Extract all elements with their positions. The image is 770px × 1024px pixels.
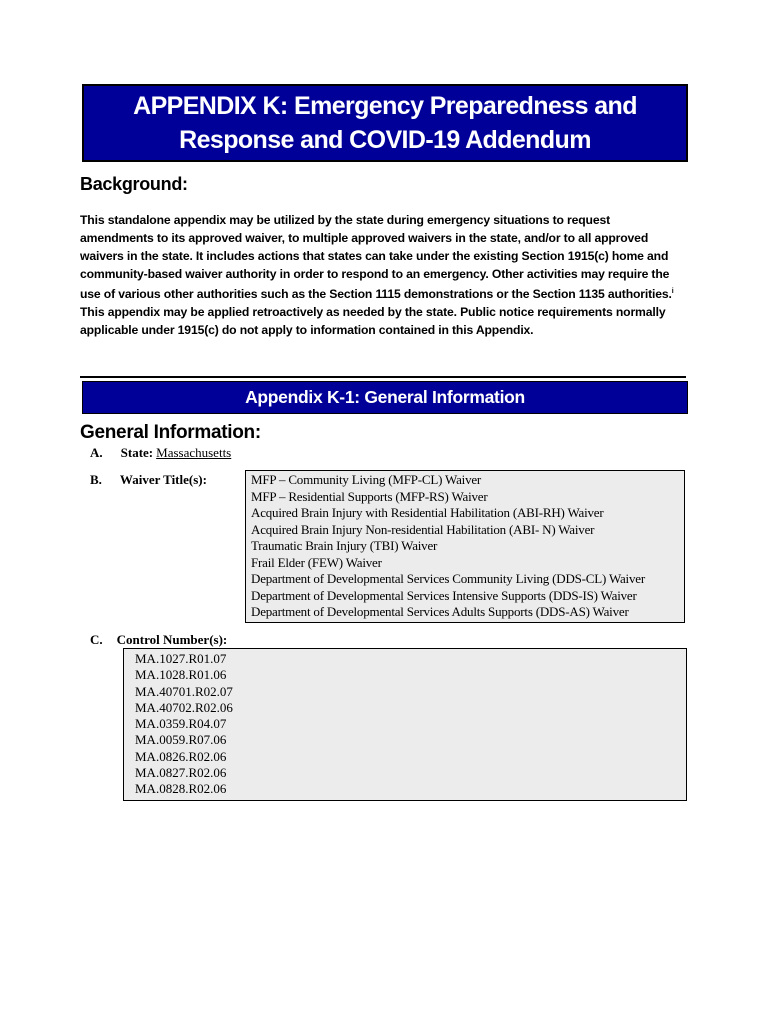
state-letter: A.	[90, 445, 103, 460]
control-number-item: MA.0826.R02.06	[135, 748, 227, 764]
background-text-part1: This standalone appendix may be utilized by the state during emergency situations to request amendments to its approved waiver, to multiple approved waivers in the state, and/or to all approved waivers in the state. It includes actions that states can take under the existing Section 1915(c) home and community-based waiver authority in order to respond to an emergency. Other activities may require the use of various other authorities such as the Section 1115 demonstrations or the Section 1135 authorities.	[80, 213, 672, 302]
waiver-title-item: Acquired Brain Injury Non-residential Habilitation (ABI- N) Waiver	[251, 521, 595, 537]
section-title: Appendix K-1: General Information	[82, 381, 688, 414]
waiver-title-item: Traumatic Brain Injury (TBI) Waiver	[251, 538, 438, 553]
waiver-title-label: Waiver Title(s):	[119, 472, 207, 487]
control-number-label: Control Number(s):	[116, 632, 228, 647]
appendix-title-box	[82, 84, 688, 162]
background-paragraph	[80, 211, 685, 339]
background-heading: Background:	[80, 174, 188, 194]
control-number-item: MA.40701.R02.07	[135, 683, 233, 699]
waiver-title-item: Department of Developmental Services Community Living (DDS-CL) Waiver	[251, 571, 645, 586]
appendix-title-line2: Response and COVID-19 Addendum	[179, 126, 591, 154]
control-number-item: MA.1028.R01.06	[135, 667, 227, 683]
control-number-letter: C.	[90, 632, 103, 647]
waiver-title-item: Acquired Brain Injury with Residential Habilitation (ABI-RH) Waiver	[251, 505, 604, 520]
section-header	[80, 376, 686, 412]
waiver-title-label-row	[90, 472, 207, 488]
waiver-titles-field[interactable]	[245, 470, 685, 623]
background-text-part2: This appendix may be applied retroactively as needed by the state. Public notice requirements normally applicable under 1915(c) do not apply to information contained in this Appendix.	[80, 305, 666, 338]
control-number-label-row	[90, 632, 227, 648]
waiver-title-item: Department of Developmental Services Adults Supports (DDS-AS) Waiver	[251, 604, 629, 619]
footnote-marker[interactable]: i	[671, 288, 674, 295]
control-number-item: MA.40702.R02.06	[135, 699, 233, 715]
waiver-title-item: Department of Developmental Services Intensive Supports (DDS-IS) Waiver	[251, 587, 637, 603]
state-row	[90, 445, 231, 461]
waiver-title-letter: B.	[90, 472, 102, 487]
control-number-item: MA.0359.R04.07	[135, 716, 227, 732]
waiver-title-item: Frail Elder (FEW) Waiver	[251, 554, 382, 570]
control-numbers-field[interactable]	[123, 648, 687, 801]
control-number-item: MA.0827.R02.06	[135, 765, 227, 781]
waiver-title-item: MFP – Community Living (MFP-CL) Waiver	[251, 472, 482, 487]
appendix-title-line1: APPENDIX K: Emergency Preparedness and	[133, 92, 637, 120]
waiver-title-item: MFP – Residential Supports (MFP-RS) Waiver	[251, 488, 488, 504]
control-number-item: MA.0828.R02.06	[135, 781, 227, 797]
control-number-item: MA.1027.R01.07	[135, 651, 227, 666]
state-value: Massachusetts	[156, 445, 232, 460]
state-label: State:	[120, 445, 154, 460]
control-number-item: MA.0059.R07.06	[135, 732, 227, 748]
general-information-heading: General Information:	[80, 422, 261, 443]
